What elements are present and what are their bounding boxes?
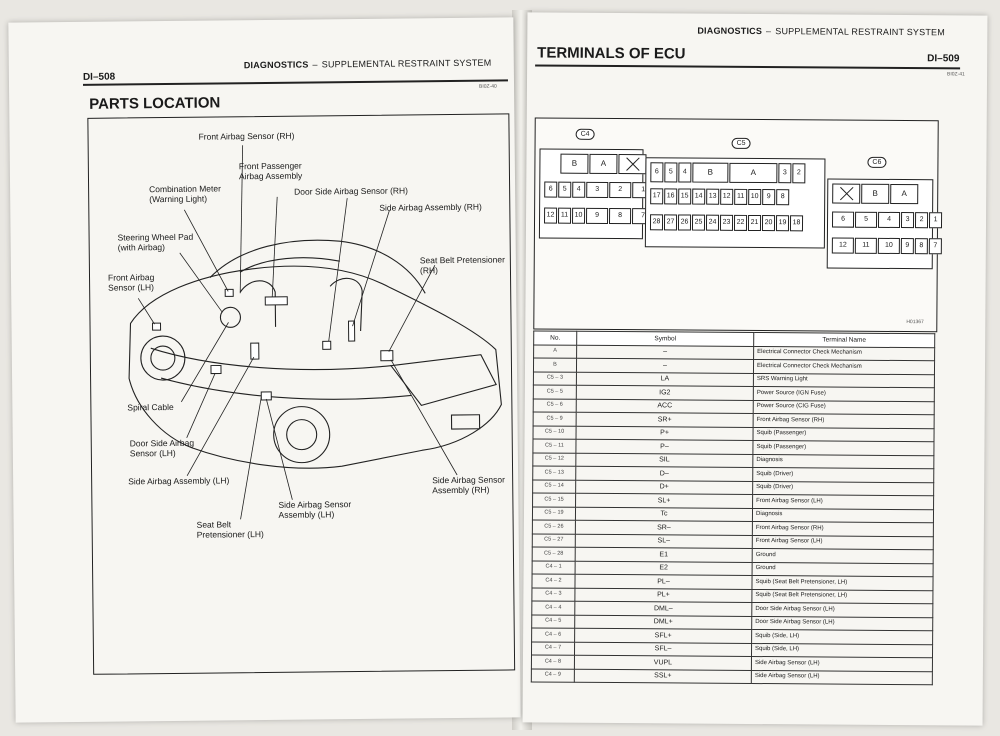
row-symbol: – xyxy=(576,358,753,373)
c5-pin: 5 xyxy=(664,162,677,182)
c6-top-row xyxy=(832,184,919,205)
header-terminal-name: Terminal Name xyxy=(754,332,935,347)
row-symbol: DML– xyxy=(575,601,752,616)
callout-spiral-cable: Spiral Cable xyxy=(127,401,174,413)
c5-pin: 9 xyxy=(762,189,775,205)
row-terminal-name: Front Airbag Sensor (LH) xyxy=(753,494,934,509)
ecu-terminal-table xyxy=(531,330,935,685)
row-terminal-name: SRS Warning Light xyxy=(753,373,934,388)
left-header-main: DIAGNOSTICS xyxy=(243,59,309,71)
c5-pin-a: A xyxy=(729,163,777,183)
row-no: C5 – 9 xyxy=(533,412,576,426)
row-no: C5 – 15 xyxy=(533,493,576,507)
row-no: C4 – 8 xyxy=(531,655,574,669)
row-terminal-name: Squib (Seat Belt Pretensioner, LH) xyxy=(752,589,933,604)
c6-pin: 12 xyxy=(832,238,854,254)
row-terminal-name: Ground xyxy=(752,562,933,577)
row-symbol: PL+ xyxy=(575,588,752,603)
c6-pin: 5 xyxy=(855,212,877,228)
left-page-number: DI–508 xyxy=(82,71,116,83)
c4-pin: 12 xyxy=(544,208,557,224)
row-symbol: D– xyxy=(576,466,753,481)
c6-pin: 1 xyxy=(929,212,942,228)
right-header-main: DIAGNOSTICS xyxy=(697,25,763,37)
c6-pin: 2 xyxy=(915,212,928,228)
c5-pin: 10 xyxy=(748,189,761,205)
connector-c4-label: C4 xyxy=(576,129,595,140)
left-header-rule xyxy=(83,79,508,85)
c6-pin: 4 xyxy=(878,212,900,228)
row-terminal-name: Front Airbag Sensor (RH) xyxy=(752,521,933,536)
callout-door-side-airbag-sensor-rh: Door Side Airbag Sensor (RH) xyxy=(294,185,409,197)
c6-row-2 xyxy=(832,238,943,255)
row-symbol: E1 xyxy=(575,547,752,562)
row-symbol: SFL+ xyxy=(575,628,752,643)
c5-pin: 17 xyxy=(650,188,663,204)
c4-pin: 2 xyxy=(609,182,631,198)
c5-row-2 xyxy=(650,214,804,231)
left-header-sep: – xyxy=(312,59,318,70)
row-symbol: SR– xyxy=(575,520,752,535)
table-row xyxy=(531,668,932,684)
callout-side-airbag-sensor-assembly-rh: Side Airbag Sensor Assembly (RH) xyxy=(432,474,505,496)
row-symbol: ACC xyxy=(576,399,753,414)
c5-pin: 12 xyxy=(720,189,733,205)
callout-seat-belt-pretensioner-rh: Seat Belt Pretensioner (RH) xyxy=(419,254,505,276)
c4-pin: 6 xyxy=(544,182,557,198)
ecu-connector-diagram xyxy=(533,117,938,332)
c5-top-row xyxy=(650,162,806,183)
row-symbol: P– xyxy=(576,439,753,454)
right-header-sub: SUPPLEMENTAL RESTRAINT SYSTEM xyxy=(775,26,945,38)
right-page-header xyxy=(697,26,945,38)
c6-pin: 10 xyxy=(878,238,900,254)
row-terminal-name: Electrical Connector Check Mechanism xyxy=(753,359,934,374)
c5-pin: 23 xyxy=(720,215,733,231)
connector-c6-label: C6 xyxy=(867,157,886,168)
c6-pin: 8 xyxy=(915,238,928,254)
row-symbol: D+ xyxy=(576,480,753,495)
c5-pin: 8 xyxy=(776,189,789,205)
row-symbol: E2 xyxy=(575,561,752,576)
row-no: C5 – 11 xyxy=(533,439,576,453)
row-symbol: SFL– xyxy=(574,642,751,657)
c5-pin: 6 xyxy=(650,162,663,182)
row-terminal-name: Side Airbag Sensor (LH) xyxy=(751,656,932,671)
row-terminal-name: Electrical Connector Check Mechanism xyxy=(754,346,935,361)
c6-pin-b: B xyxy=(861,184,889,204)
parts-location-title: PARTS LOCATION xyxy=(89,94,221,113)
c5-pin: 28 xyxy=(650,214,663,230)
callout-side-airbag-assembly-lh: Side Airbag Assembly (LH) xyxy=(128,475,230,487)
right-page xyxy=(523,12,988,725)
row-terminal-name: Ground xyxy=(752,548,933,563)
c4-pin: 5 xyxy=(558,182,571,198)
c6-pin: 9 xyxy=(901,238,914,254)
row-symbol: PL– xyxy=(575,574,752,589)
c4-pin: 10 xyxy=(572,208,585,224)
callout-front-passenger-airbag: Front Passenger Airbag Assembly xyxy=(238,160,303,182)
c5-row-1 xyxy=(650,188,790,205)
row-terminal-name: Squib (Passenger) xyxy=(753,427,934,442)
connector-c4 xyxy=(539,148,644,239)
row-terminal-name: Power Source (IGN Fuse) xyxy=(753,386,934,401)
row-no: C5 – 6 xyxy=(533,398,576,412)
row-symbol: SIL xyxy=(576,453,753,468)
row-no: C5 – 3 xyxy=(533,371,576,385)
c4-pin: 3 xyxy=(586,182,608,198)
c4-top-row xyxy=(560,154,647,175)
callout-seat-belt-pretensioner-lh: Seat Belt Pretensioner (LH) xyxy=(196,519,264,540)
row-terminal-name: Squib (Side, LH) xyxy=(751,643,932,658)
row-no: C5 – 10 xyxy=(533,425,576,439)
row-symbol: IG2 xyxy=(576,385,753,400)
row-terminal-name: Squib (Driver) xyxy=(753,467,934,482)
c5-pin: 20 xyxy=(762,215,775,231)
row-no: A xyxy=(534,344,577,358)
c5-pin: 4 xyxy=(678,162,691,182)
c6-pin: 7 xyxy=(929,238,942,254)
c5-pin: 15 xyxy=(678,188,691,204)
c4-pin: 4 xyxy=(572,182,585,198)
row-terminal-name: Squib (Side, LH) xyxy=(752,629,933,644)
c4-pin: 11 xyxy=(558,208,571,224)
figure-code: H01367 xyxy=(906,319,924,326)
callout-steering-wheel-pad: Steering Wheel Pad (with Airbag) xyxy=(117,231,194,253)
row-no: C5 – 13 xyxy=(533,466,576,480)
left-page xyxy=(8,17,520,722)
connector-c5-label: C5 xyxy=(732,138,751,149)
c5-pin: 18 xyxy=(790,215,803,231)
c5-pin: 3 xyxy=(778,163,791,183)
c4-row-2 xyxy=(544,208,655,225)
row-symbol: DML+ xyxy=(575,615,752,630)
row-terminal-name: Power Source (CIG Fuse) xyxy=(753,400,934,415)
c5-pin: 25 xyxy=(692,215,705,231)
row-terminal-name: Squib (Driver) xyxy=(753,481,934,496)
callout-front-airbag-sensor-lh: Front Airbag Sensor (LH) xyxy=(107,272,155,293)
row-terminal-name: Door Side Airbag Sensor (LH) xyxy=(752,602,933,617)
table-body xyxy=(531,344,934,684)
row-terminal-name: Squib (Seat Belt Pretensioner, LH) xyxy=(752,575,933,590)
c6-pin: 11 xyxy=(855,238,877,254)
row-no: C5 – 14 xyxy=(533,479,576,493)
callout-side-airbag-sensor-assembly-lh: Side Airbag Sensor Assembly (LH) xyxy=(278,499,352,520)
row-terminal-name: Front Airbag Sensor (RH) xyxy=(753,413,934,428)
c6-pin: 3 xyxy=(901,212,914,228)
callout-side-airbag-assembly-rh: Side Airbag Assembly (RH) xyxy=(379,201,482,213)
c5-pin: 2 xyxy=(792,163,805,183)
c5-pin: 24 xyxy=(706,215,719,231)
row-no: C5 – 26 xyxy=(532,520,575,534)
right-page-number: DI–509 xyxy=(927,53,960,65)
header-symbol: Symbol xyxy=(577,331,754,346)
row-no: C5 – 27 xyxy=(532,533,575,547)
c5-pin: 26 xyxy=(678,214,691,230)
row-terminal-name: Diagnosis xyxy=(753,454,934,469)
row-symbol: SL+ xyxy=(576,493,753,508)
row-terminal-name: Diagnosis xyxy=(752,508,933,523)
c4-pin: 9 xyxy=(586,208,608,224)
c5-pin: 13 xyxy=(706,189,719,205)
c4-pin: 1 xyxy=(632,182,654,198)
row-symbol: – xyxy=(577,345,754,360)
row-no: B xyxy=(533,358,576,372)
row-terminal-name: Front Airbag Sensor (LH) xyxy=(752,535,933,550)
row-symbol: SR+ xyxy=(576,412,753,427)
row-no: C4 – 6 xyxy=(532,628,575,642)
row-symbol: P+ xyxy=(576,426,753,441)
connector-c6 xyxy=(827,179,938,270)
row-no: C4 – 1 xyxy=(532,560,575,574)
callout-combination-meter: Combination Meter (Warning Light) xyxy=(149,183,221,205)
row-terminal-name: Side Airbag Sensor (LH) xyxy=(751,670,932,685)
c4-pin: 8 xyxy=(609,208,631,224)
row-no: C5 – 5 xyxy=(533,385,576,399)
parts-location-diagram xyxy=(87,113,515,674)
c4-pin: 7 xyxy=(632,208,654,224)
c5-pin: 21 xyxy=(748,215,761,231)
right-header-sep: – xyxy=(766,26,772,37)
row-no: C4 – 3 xyxy=(532,587,575,601)
left-page-header xyxy=(244,58,492,71)
c5-pin: 16 xyxy=(664,188,677,204)
callout-front-airbag-sensor-rh: Front Airbag Sensor (RH) xyxy=(198,130,295,142)
left-page-code: BI0Z-40 xyxy=(479,83,497,90)
c6-pin-a: A xyxy=(890,184,918,204)
row-symbol: SL– xyxy=(575,534,752,549)
right-page-code: BI0Z-41 xyxy=(947,71,965,78)
row-symbol: VUPL xyxy=(574,655,751,670)
row-symbol: LA xyxy=(576,372,753,387)
row-symbol: Tc xyxy=(575,507,752,522)
c5-pin-b: B xyxy=(692,163,728,183)
left-header-sub: SUPPLEMENTAL RESTRAINT SYSTEM xyxy=(321,57,492,70)
c5-pin: 22 xyxy=(734,215,747,231)
c4-pin-blank xyxy=(618,154,646,174)
connector-c5 xyxy=(645,157,826,248)
c4-pin-b: B xyxy=(560,154,588,174)
row-no: C4 – 5 xyxy=(532,614,575,628)
row-terminal-name: Door Side Airbag Sensor (LH) xyxy=(752,616,933,631)
c4-pin-a: A xyxy=(589,154,617,174)
c5-pin: 27 xyxy=(664,214,677,230)
c6-row-1 xyxy=(832,212,943,229)
c4-row-1 xyxy=(544,182,655,199)
row-no: C4 – 4 xyxy=(532,601,575,615)
row-no: C4 – 9 xyxy=(531,668,574,682)
c6-pin: 6 xyxy=(832,212,854,228)
row-no: C4 – 2 xyxy=(532,574,575,588)
c5-pin: 11 xyxy=(734,189,747,205)
c5-pin: 19 xyxy=(776,215,789,231)
c5-pin: 14 xyxy=(692,189,705,205)
row-no: C5 – 19 xyxy=(532,506,575,520)
row-terminal-name: Squib (Passenger) xyxy=(753,440,934,455)
row-no: C5 – 28 xyxy=(532,547,575,561)
callout-door-side-airbag-sensor-lh: Door Side Airbag Sensor (LH) xyxy=(129,437,195,459)
header-no: No. xyxy=(534,331,577,345)
right-header-rule xyxy=(535,64,960,68)
c6-pin-blank xyxy=(832,184,860,204)
row-symbol: SSL+ xyxy=(574,669,751,684)
row-no: C5 – 12 xyxy=(533,452,576,466)
row-no: C4 – 7 xyxy=(531,641,574,655)
terminals-of-ecu-title: TERMINALS OF ECU xyxy=(537,44,686,63)
